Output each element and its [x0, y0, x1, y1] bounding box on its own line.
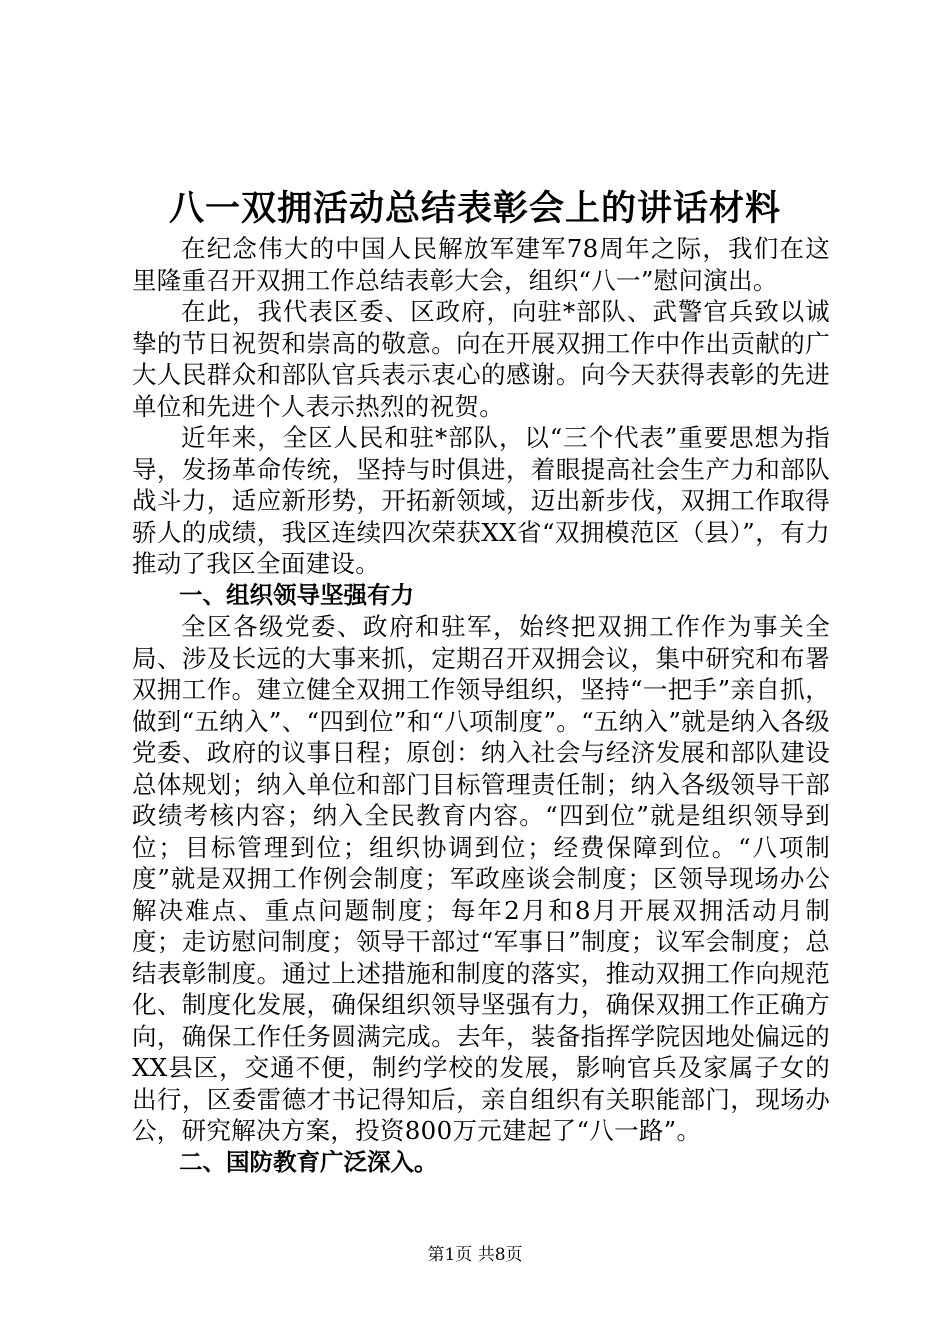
paragraph-intro: 在纪念伟大的中国人民解放军建军78周年之际，我们在这里隆重召开双拥工作总结表彰大会，组织“八一”慰问演出。: [132, 234, 830, 295]
section-heading-defense-education: 二、国防教育广泛深入。: [179, 1147, 438, 1176]
paragraph-achievements: 近年来，全区人民和驻*部队，以“三个代表”重要思想为指导，发扬革命传统，坚持与时俱进，着眼提高社会生产力和部队战斗力，适应新形势，开拓新领域，迈出新步伐，双拥工作取得骄人的成绩，我区连续四次荣获XX省“双拥模范区（县）”，有力推动了我区全面建设。: [132, 423, 830, 578]
document-title: 八一双拥活动总结表彰会上的讲话材料: [168, 188, 781, 229]
document-body: [132, 233, 830, 1178]
paragraph-greetings: 在此，我代表区委、区政府，向驻*部队、武警官兵致以诚挚的节日祝贺和崇高的敬意。向在开展双拥工作中作出贡献的广大人民群众和部队官兵表示衷心的感谢。向今天获得表彰的先进单位和先进个人表示热烈的祝贺。: [132, 297, 830, 421]
section-heading-leadership: 一、组织领导坚强有力: [179, 580, 414, 609]
paragraph-leadership: 全区各级党委、政府和驻军，始终把双拥工作作为事关全局、涉及长远的大事来抓，定期召开双拥会议，集中研究和布署双拥工作。建立健全双拥工作领导组织，坚持“一把手”亲自抓，做到“五纳入”、“四到位”和“八项制度”。“五纳入”就是纳入各级党委、政府的议事日程；原创：纳入社会与经济发展和部队建设总体规划；纳入单位和部门目标管理责任制；纳入各级领导干部政绩考核内容；纳入全民教育内容。“四到位”就是组织领导到位；目标管理到位；组织协调到位；经费保障到位。“八项制度”就是双拥工作例会制度；军政座谈会制度；区领导现场办公解决难点、重点问题制度；每年2月和8月开展双拥活动月制度；走访慰问制度；领导干部过“军事日”制度；议军会制度；总结表彰制度。通过上述措施和制度的落实，推动双拥工作向规范化、制度化发展，确保组织领导坚强有力，确保双拥工作正确方向，确保工作任务圆满完成。去年，装备指挥学院因地处偏远的XX县区，交通不便，制约学校的发展，影响官兵及家属子女的出行，区委雷德才书记得知后，亲自组织有关职能部门，现场办公，研究解决方案，投资800万元建起了“八一路”。: [132, 612, 831, 1145]
page-number-footer: 第1页 共8页: [427, 1245, 523, 1265]
